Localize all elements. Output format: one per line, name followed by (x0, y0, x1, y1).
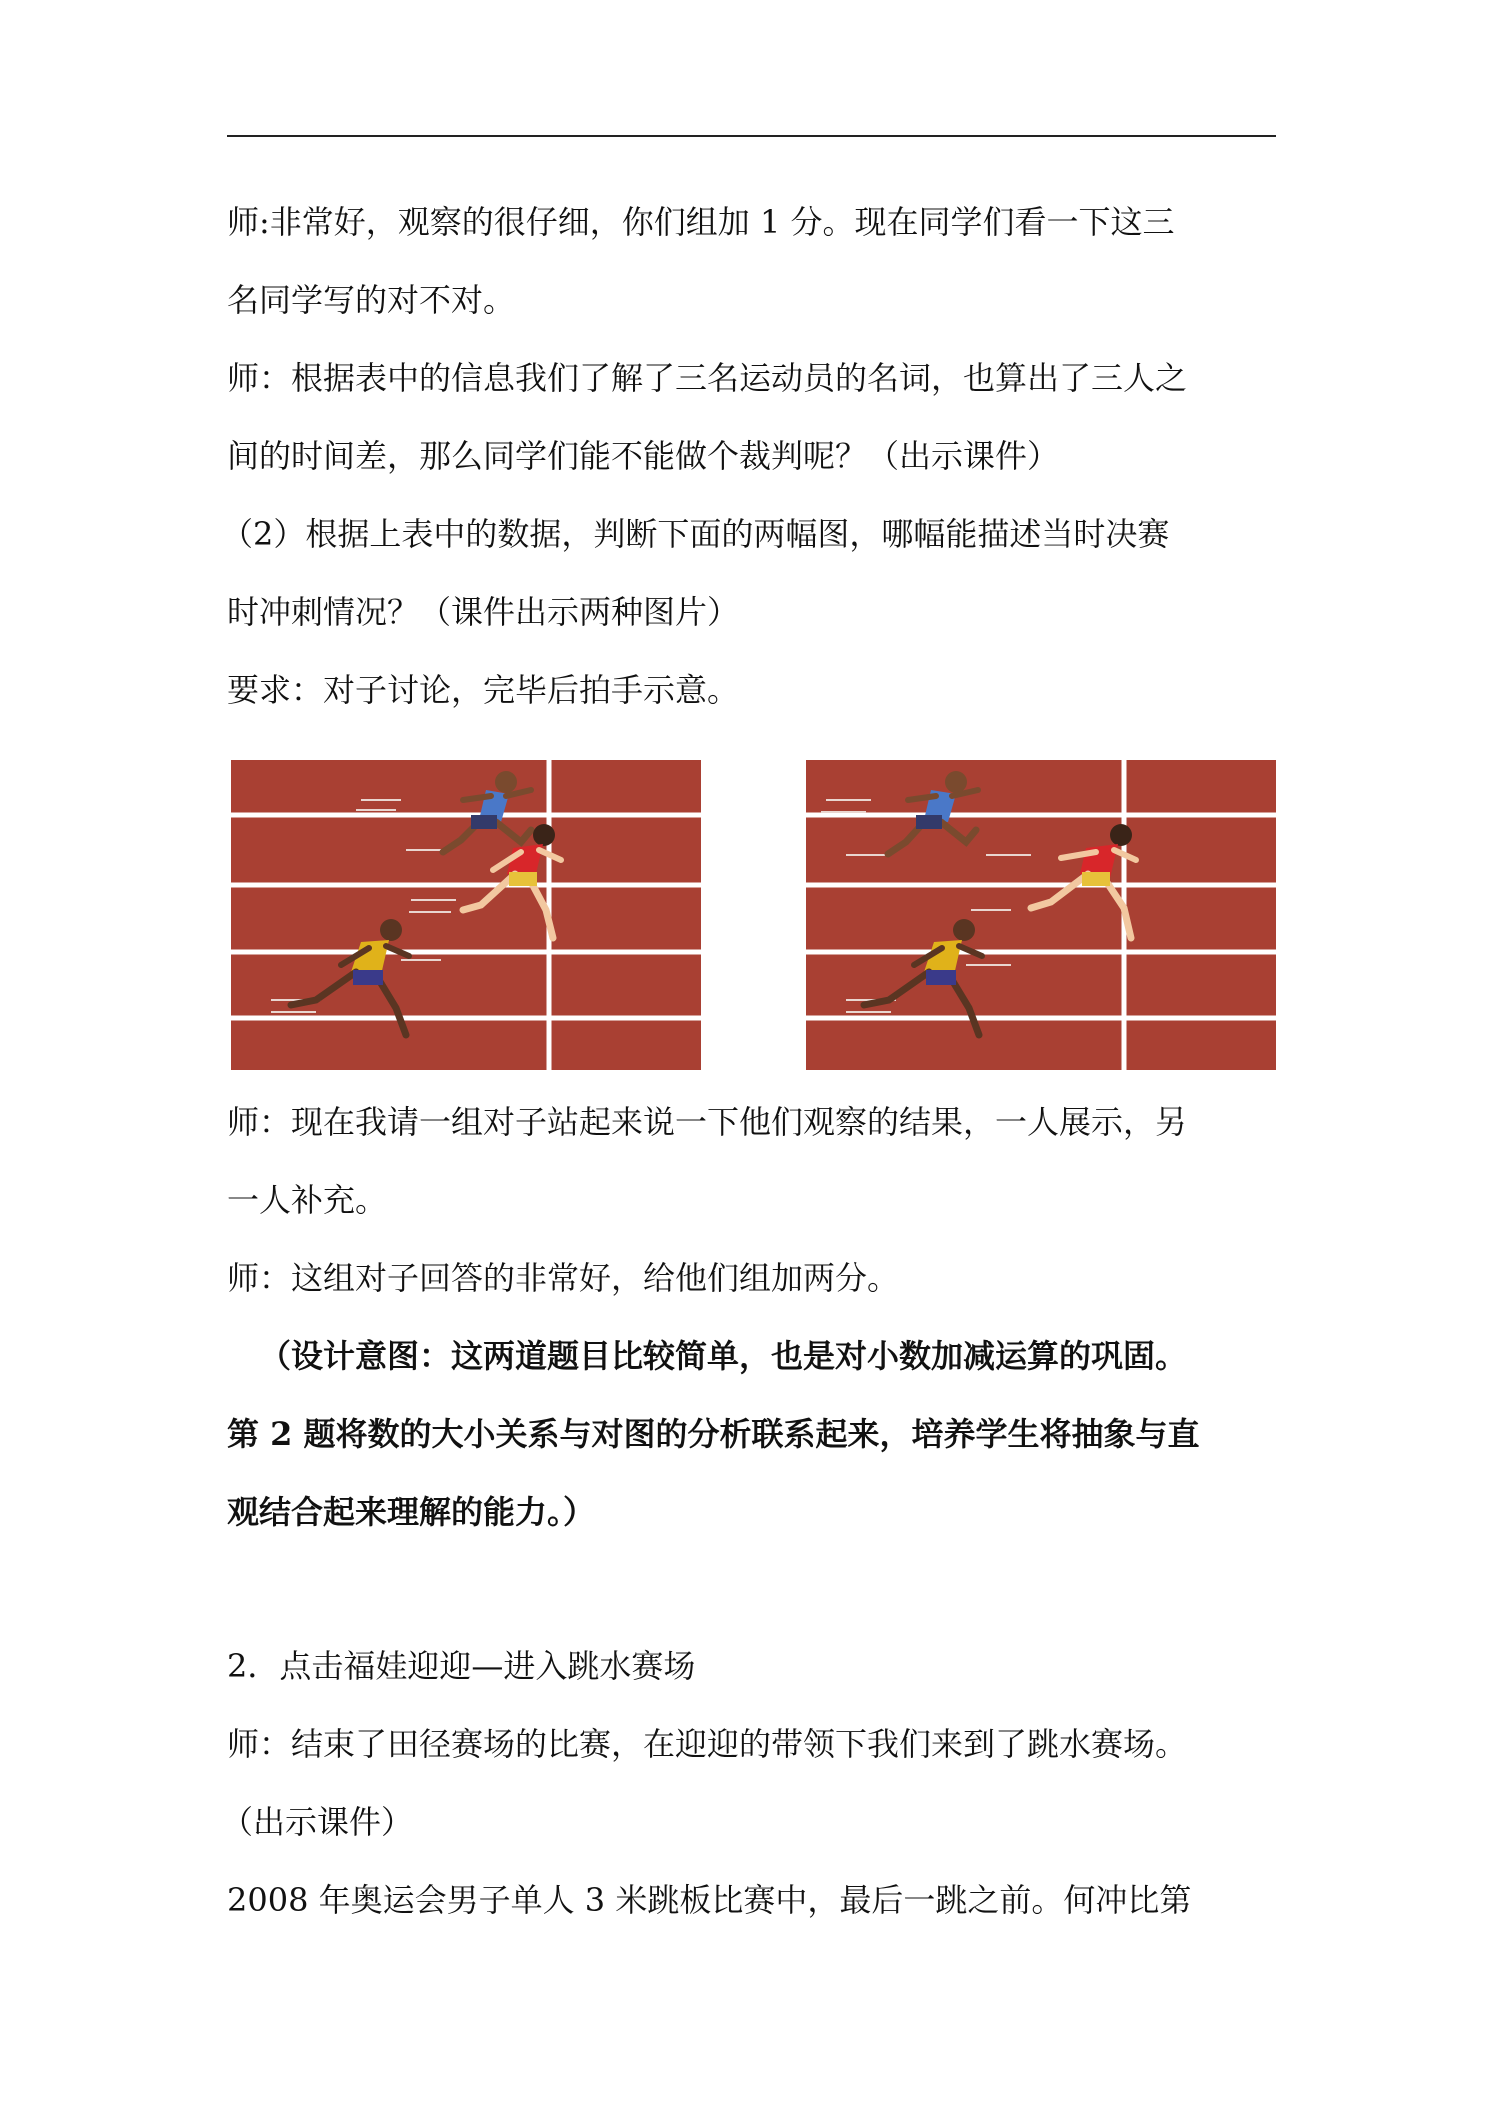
design-note-line: （设计意图：这两道题目比较简单，也是对小数加减运算的巩固。 (259, 1337, 1188, 1375)
design-note-line: 观结合起来理解的能力。） (227, 1493, 596, 1531)
paragraph-line: 名同学写的对不对。 (227, 281, 516, 319)
paragraph-line: 师:非常好，观察的很仔细，你们组加 1 分。现在同学们看一下这三 (227, 203, 1175, 241)
paragraph-line: 师：根据表中的信息我们了解了三名运动员的名词，也算出了三人之 (227, 359, 1188, 397)
paragraph-line: 2008 年奥运会男子单人 3 米跳板比赛中，最后一跳之前。何冲比第 (227, 1881, 1192, 1919)
paragraph-line: 师：结束了田径赛场的比赛，在迎迎的带领下我们来到了跳水赛场。 (227, 1725, 1188, 1763)
paragraph-line: （2）根据上表中的数据，判断下面的两幅图，哪幅能描述当时决赛 (221, 515, 1170, 553)
sprint-image-a (231, 760, 701, 1070)
paragraph-line: （出示课件） (221, 1803, 414, 1841)
paragraph-line: 要求：对子讨论，完毕后拍手示意。 (227, 671, 740, 709)
sprint-images (231, 760, 1276, 1070)
header-rule (227, 135, 1276, 137)
paragraph-line: 间的时间差，那么同学们能不能做个裁判呢？（出示课件） (227, 437, 1060, 475)
section-heading: 2．点击福娃迎迎—进入跳水赛场 (227, 1647, 696, 1685)
paragraph-line: 师：现在我请一组对子站起来说一下他们观察的结果，一人展示，另 (227, 1103, 1188, 1141)
design-note-line: 第 2 题将数的大小关系与对图的分析联系起来，培养学生将抽象与直 (227, 1415, 1200, 1453)
sprint-image-b (806, 760, 1276, 1070)
paragraph-line: 时冲刺情况？（课件出示两种图片） (227, 593, 740, 631)
paragraph-line: 一人补充。 (227, 1181, 388, 1219)
paragraph-line: 师：这组对子回答的非常好，给他们组加两分。 (227, 1259, 900, 1297)
